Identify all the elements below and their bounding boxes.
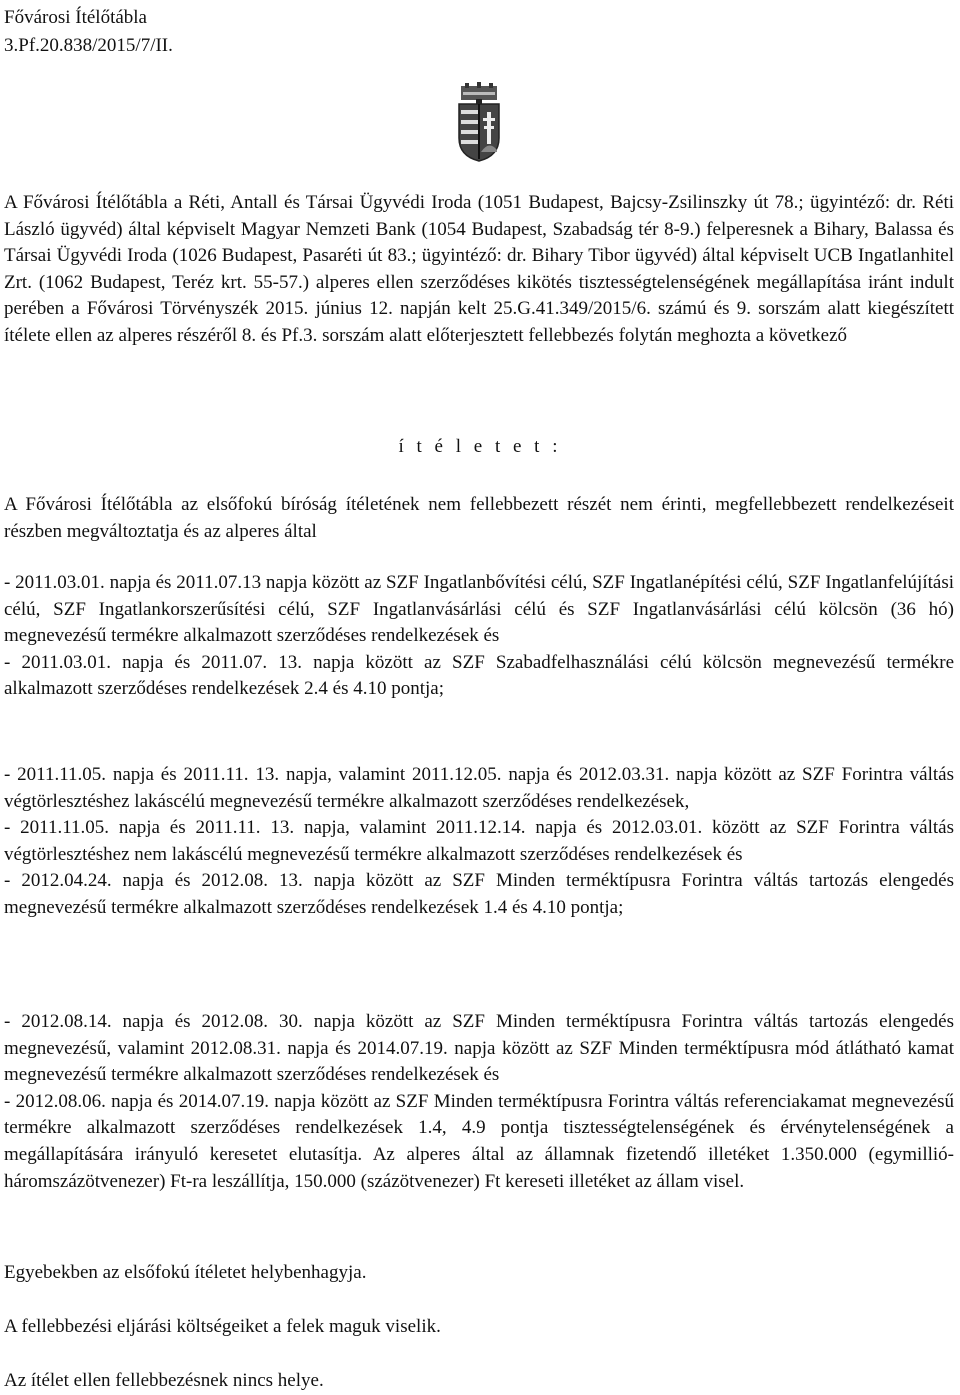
list-item: - 2011.03.01. napja és 2011.07.13 napja között az SZF Ingatlanbővítési célú, SZF Ingatlanépítési célú, SZF Ingatlanfelújítási célú, SZF Ingatlankorszerűsítési célú, SZF Ingatlanvásárlási célú és SZF Ingatlanvásárlási célú kölcsön (36 hó) megnevezésű termékre alkalmazott szerződéses rendelkezések és [4, 572, 954, 647]
court-name: Fővárosi Ítélőtábla [4, 7, 147, 28]
list-item: - 2011.11.05. napja és 2011.11. 13. napja, valamint 2011.12.05. napja és 2012.03.31. napja között az SZF Forintra váltás végtörlesztéshez lakáscélú megnevezésű termékre alkalmazott szerződéses rendelkezések, [4, 764, 954, 812]
ruling-intro-section [4, 492, 954, 545]
hungarian-coat-of-arms-icon [457, 82, 501, 162]
coat-of-arms-graphic [457, 82, 501, 162]
intro-section [4, 190, 954, 350]
list-item: - 2011.11.05. napja és 2011.11. 13. napja, valamint 2011.12.14. napja és 2012.03.01. között az SZF Forintra váltás végtörlesztéshez nem lakáscélú megnevezésű termékre alkalmazott szerződéses rendelkezések és [4, 817, 954, 865]
list-item: - 2012.04.24. napja és 2012.08. 13. napja között az SZF Minden terméktípusra Forintra váltás tartozás elengedés megnevezésű termékre alkalmazott szerződéses rendelkezések 1.4 és 4.10 pontja; [4, 870, 954, 918]
intro-paragraph: A Fővárosi Ítélőtábla a Réti, Antall és Társai Ügyvédi Iroda (1051 Budapest, Bajcsy-Zsilinszky út 78.; ügyintéző: dr. Réti László ügyvéd) által képviselt Magyar Nemzeti Bank (1054 Budapest, Szabadság tér 8-9.) felperesnek a Bihary, Balassa és Társai Ügyvédi Iroda (1026 Budapest, Pasaréti út 83.; ügyintéző: dr. Bihary Tibor ügyvéd) által képviselt UCB Ingatlanhitel Zrt. (1062 Budapest, Teréz krt. 55-57.) alperes ellen szerződéses kikötés tisztességtelenségének megállapítása iránt indult perében a Fővárosi Törvényszék 2015. június 12. napján kelt 25.G.41.349/2015/6. számú és 9. sorszám alatt kiegészített ítélete ellen az alperes részéről 8. és Pf.3. sorszám alatt előterjesztett fellebbezés folytán meghozta a következő [4, 192, 954, 346]
list-group-1 [4, 570, 954, 703]
list-group-3 [4, 1009, 954, 1195]
list-group-2 [4, 762, 954, 922]
closing-upheld: Egyebekben az elsőfokú ítéletet helybenhagyja. [4, 1262, 367, 1283]
list-item: - 2011.03.01. napja és 2011.07. 13. napja között az SZF Szabadfelhasználási célú kölcsön megnevezésű termékre alkalmazott szerződéses rendelkezések 2.4 és 4.10 pontja; [4, 651, 954, 700]
verdict-title: í t é l e t e t : [398, 436, 562, 457]
closing-no-appeal: Az ítélet ellen fellebbezésnek nincs helye. [4, 1370, 324, 1391]
closing-costs-section [4, 1314, 954, 1341]
closing-upheld-section [4, 1260, 954, 1287]
ruling-intro-paragraph: A Fővárosi Ítélőtábla az elsőfokú bíróság ítéletének nem fellebbezett részét nem érinti, megfellebbezett rendelkezéseit részben megváltoztatja és az alperes által [4, 494, 954, 542]
list-item: - 2012.08.14. napja és 2012.08. 30. napja között az SZF Minden terméktípusra Forintra váltás tartozás elengedés megnevezésű, valamint 2012.08.31. napja és 2014.07.19. napja között az SZF Minden terméktípusra mód átlátható kamat megnevezésű termékre alkalmazott szerződéses rendelkezések és [4, 1011, 954, 1086]
closing-costs: A fellebbezési eljárási költségeiket a felek maguk viselik. [4, 1316, 441, 1337]
list-item: - 2012.08.06. napja és 2014.07.19. napja között az SZF Minden terméktípusra Forintra váltás referenciakamat megnevezésű termékre alkalmazott szerződéses rendelkezések 1.4, 4.9 pontja tisztességtelenségének és érvénytelenségének a megállapítására irányuló keresetet elutasítja. Az alperes által az államnak fizetendő illetéket 1.350.000 (egymillió-háromszázötvenezer) Ft-ra leszállítja, 150.000 (százötvenezer) Ft kereseti illetéket az állam visel. [4, 1090, 954, 1192]
case-number: 3.Pf.20.838/2015/7/II. [4, 35, 173, 56]
closing-no-appeal-section [4, 1368, 954, 1395]
